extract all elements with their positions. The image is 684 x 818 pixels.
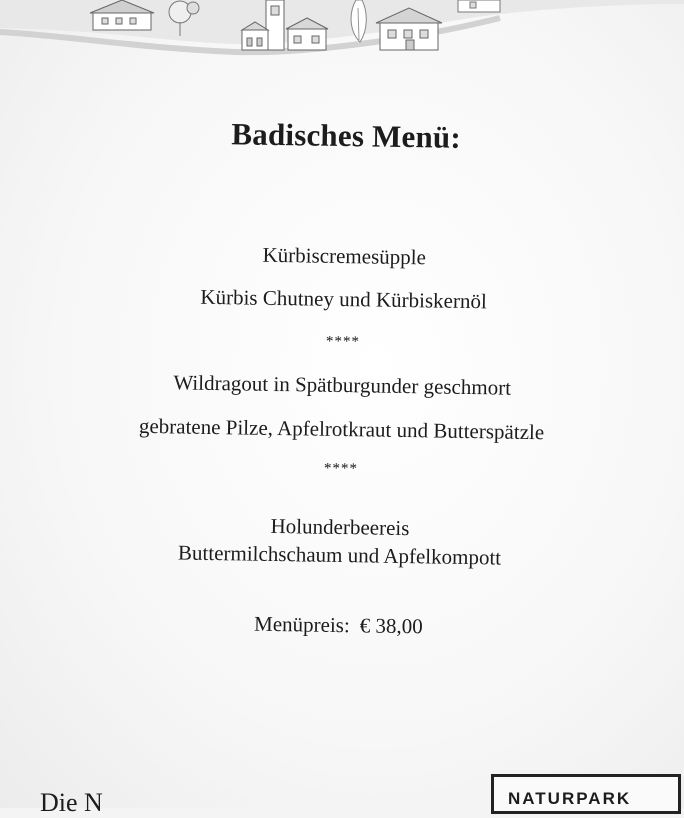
price-value: € 38,00: [359, 613, 423, 639]
menu-title: Badisches Menü:: [231, 116, 462, 155]
menu-price: [0, 608, 681, 644]
main-course-name: Wildragout in Spätburgunder geschmort: [173, 370, 512, 400]
starter-name: Kürbiscremesüpple: [262, 242, 427, 270]
main-course-description: gebratene Pilze, Apfelrotkraut und Butterspätzle: [138, 413, 545, 445]
dessert-description: Buttermilchschaum und Apfelkompott: [177, 540, 502, 570]
dessert-name: Holunderbeereis: [270, 513, 410, 541]
course-separator: ****: [323, 460, 359, 478]
starter-description: Kürbis Chutney und Kürbiskernöl: [200, 284, 487, 314]
naturpark-badge: NATURPARK: [491, 774, 681, 814]
price-label: Menüpreis:: [253, 611, 350, 638]
course-separator: ****: [325, 333, 361, 351]
footer-text: Die N: [40, 788, 103, 817]
